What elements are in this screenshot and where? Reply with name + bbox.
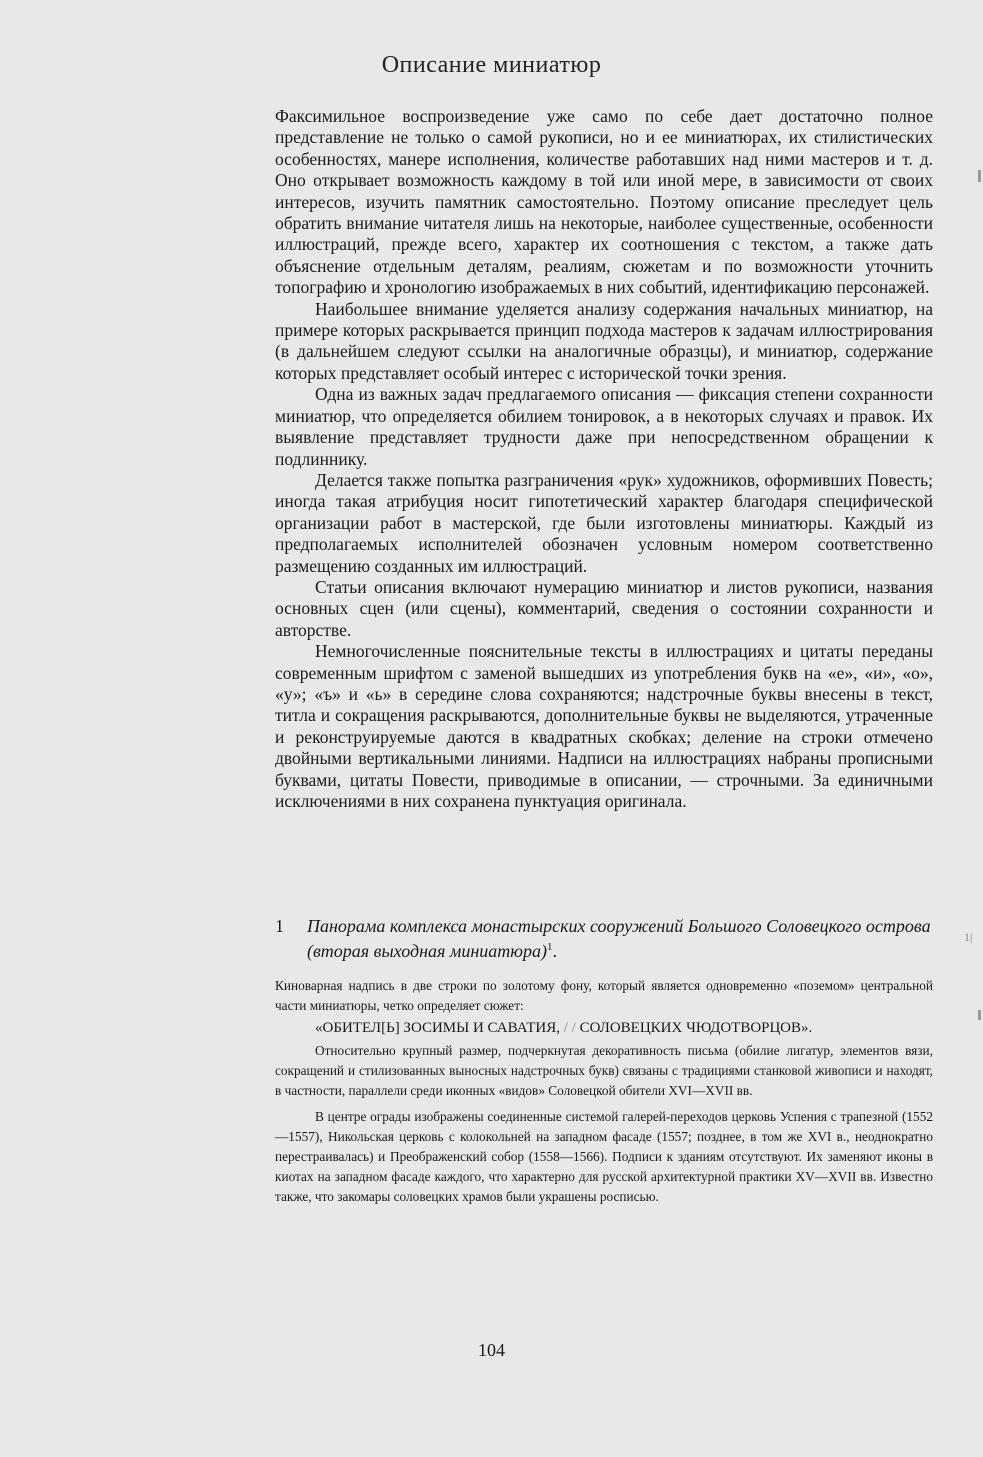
entry-body <box>275 976 933 1207</box>
page-title: Описание миниатюр <box>381 52 602 78</box>
line-separator: / / <box>563 1020 576 1036</box>
entry-paragraph: Киноварная надпись в две строки по золотому фону, который является одновременно «поземом» центральной части миниатюры, четко определяет сюжет: <box>275 978 933 1013</box>
paragraph: Наибольшее внимание уделяется анализу содержания начальных миниатюр, на примере которых раскрывается принцип подхода мастеров к задачам иллюстрирования (в дальнейшем следуют ссылки на аналогичные образцы), и миниатюр, содержание которых представляет особый интерес с исторической точки зрения. <box>275 298 933 383</box>
entry-paragraph: Относительно крупный размер, подчеркнутая декоративность письма (обилие лигатур, элементов вязи, сокращений и стилизованных выносных надстрочных букв) связаны с традициями станковой живописи и находят, в частности, параллели среди иконных «видов» Соловецкой обители XVI—XVII вв. <box>275 1043 933 1098</box>
entry-number: 1 <box>275 916 284 936</box>
edge-mark <box>978 170 981 182</box>
edge-mark <box>978 1010 981 1020</box>
inscription-line-2: СОЛОВЕЦКИХ ЧЮДОТВОРЦОВ». <box>579 1020 813 1036</box>
paragraph: Факсимильное воспроизведение уже само по себе дает достаточно полное представление не только о самой рукописи, но и ее миниатюрах, их стилистических особенностях, манере исполнения, количестве работавших над ними мастеров и т. д. Оно открывает возможность каждому в той или иной мере, в зависимости от своих интересов, изучить памятник самостоятельно. Поэтому описание преследует цель обратить внимание читателя лишь на некоторые, наиболее существенные, особенности иллюстраций, прежде всего, характер их соотношения с текстом, а также дать объяснение отдельным деталям, реалиям, сюжетам и по возможности уточнить топографию и хронологию изображаемых в них событий, идентификацию персонажей. <box>275 106 933 298</box>
paragraph: Делается также попытка разграничения «рук» художников, оформивших Повесть; иногда такая атрибуция носит гипотетический характер благодаря специфической организации работ в мастерской, где были изготовлены миниатюры. Каждый из предполагаемых исполнителей обозначен условным номером соответственно размещению созданных им иллюстраций. <box>275 469 933 576</box>
paragraph: Одна из важных задач предлагаемого описания — фиксация степени сохранности миниатюр, что определяется обилием тонировок, а в некоторых случаях и правок. Их выявление представляет трудности даже при непосредственном обращении к подлиннику. <box>275 384 933 469</box>
inscription-line-1: «ОБИТЕЛ[Ь] ЗОСИМЫ И САВАТИЯ, <box>315 1020 560 1036</box>
intro-text <box>275 106 933 812</box>
page-number: 104 <box>478 1340 505 1360</box>
entry-paragraph: В центре ограды изображены соединенные системой галерей-переходов церковь Успения с трапезной (1552—1557), Никольская церковь с колокольней на западном фасаде (1557; позднее, в том же XVI в., неоднократно перестраивалась) и Преображенский собор (1558—1566). Подписи к зданиям отсутствуют. Их заменяют иконы в киотах на западном фасаде каждого, что характерно для русской архитектурной практики XV—XVII вв. Известно также, что закомары соловецких храмов были украшены росписью. <box>275 1109 933 1204</box>
footnote-marker: 1 <box>547 941 553 953</box>
paragraph: Статьи описания включают нумерацию миниатюр и листов рукописи, названия основных сцен (или сцены), комментарий, сведения о состоянии сохранности и авторстве. <box>275 576 933 640</box>
margin-mark: 1| <box>964 930 973 944</box>
catalog-entry <box>275 916 933 1207</box>
paragraph: Немногочисленные пояснительные тексты в иллюстрациях и цитаты переданы современным шрифтом с заменой вышедших из употребления букв на «е», «и», «о», «у»; «ъ» и «ь» в середине слова сохраняются; надстрочные буквы внесены в текст, титла и сокращения раскрываются, дополнительные буквы не выделяются, утраченные и реконструируемые даются в квадратных скобках; деление на строки отмечено двойными вертикальными линиями. Надписи на иллюстрациях набраны прописными буквами, цитаты Повести, приводимые в описании, — строчными. За единичными исключениями в них сохранена пунктуация оригинала. <box>275 641 933 811</box>
inscription-text <box>275 1018 933 1038</box>
entry-heading <box>275 916 933 962</box>
entry-title-end: . <box>552 941 557 961</box>
entry-title-text: Панорама комплекса монастырских сооружений Большого Соловецкого острова (вторая выходная миниатюра) <box>307 916 931 961</box>
entry-title <box>307 916 933 962</box>
